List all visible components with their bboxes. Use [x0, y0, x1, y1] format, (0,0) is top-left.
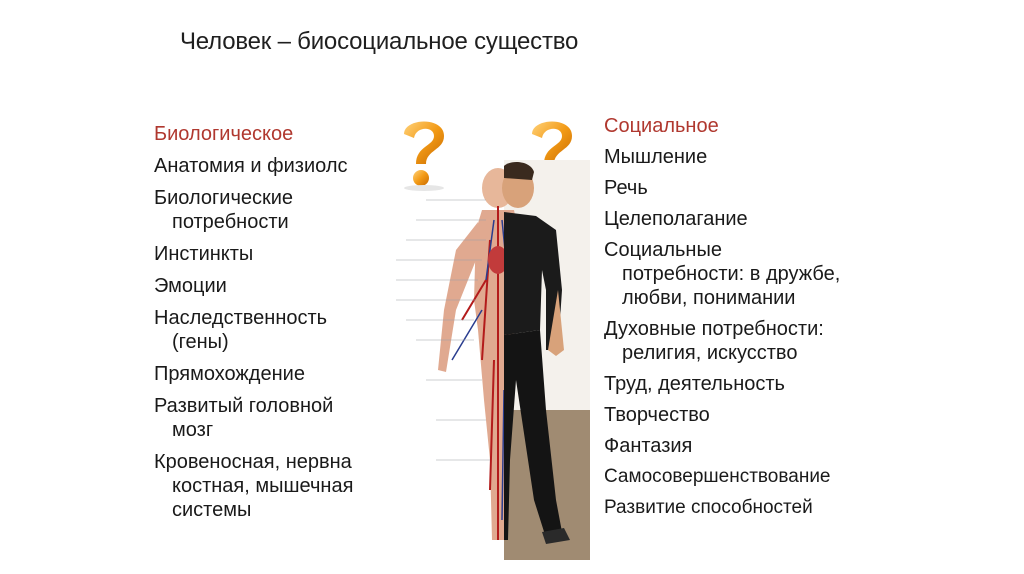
list-item: Развитие способностей	[604, 497, 813, 518]
list-item: Фантазия	[604, 435, 693, 457]
list-item: Наследственность (гены)	[154, 307, 328, 353]
list-item: Биологические потребности	[154, 187, 294, 233]
list-item: Кровеносная, нервна костная, мышечная системы	[154, 451, 354, 521]
list-item: Творчество	[604, 404, 710, 426]
page-title: Человек – биосоциальное существо	[180, 28, 579, 55]
list-item: Инстинкты	[154, 243, 254, 265]
list-item: Речь	[604, 177, 648, 199]
list-item: Самосовершенствование	[604, 466, 831, 487]
list-item: Целеполагание	[604, 208, 748, 230]
list-item: Прямохождение	[154, 363, 305, 385]
list-item: Мышление	[604, 146, 708, 168]
human-figure-illustration	[386, 160, 590, 560]
social-list	[604, 114, 904, 520]
list-item: Эмоции	[154, 275, 227, 297]
biological-heading: Биологическое	[154, 123, 294, 145]
biological-list	[154, 122, 386, 522]
social-heading: Социальное	[604, 115, 719, 137]
list-item: Социальные потребности: в дружбе, любви, понимании	[604, 239, 841, 309]
list-item: Духовные потребности: религия, искусство	[604, 318, 824, 364]
list-item: Анатомия и физиолс	[154, 155, 348, 177]
list-item: Труд, деятельность	[604, 373, 785, 395]
list-item: Развитый головной мозг	[154, 395, 334, 441]
